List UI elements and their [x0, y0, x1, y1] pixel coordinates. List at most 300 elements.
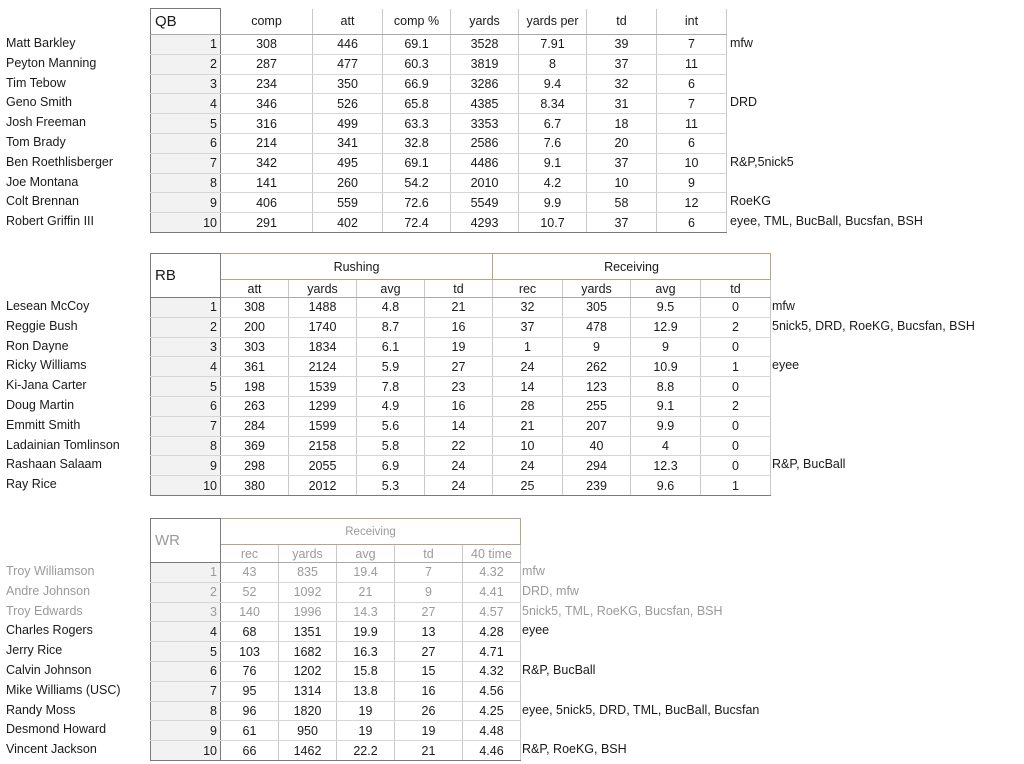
player-name: Tom Brady	[6, 135, 66, 149]
stat-cell: 14	[425, 416, 493, 436]
stat-cell: 11	[657, 114, 727, 134]
stat-cell: 16.3	[337, 642, 395, 662]
stat-cell: 9.4	[519, 74, 587, 94]
player-name: Jerry Rice	[6, 643, 63, 658]
rank-cell: 9	[151, 456, 221, 476]
stat-cell: 1740	[289, 317, 357, 337]
rb-header-row	[151, 280, 771, 298]
column-header: td	[395, 545, 463, 563]
stat-cell: 37	[587, 153, 657, 173]
stat-cell: 2010	[451, 173, 519, 193]
stat-cell: 0	[701, 456, 771, 476]
stat-cell: 9.1	[519, 153, 587, 173]
stat-cell: 6	[657, 74, 727, 94]
rank-cell: 4	[151, 357, 221, 377]
stat-cell: 950	[279, 721, 337, 741]
stat-cell: 6	[657, 213, 727, 233]
stat-cell: 198	[221, 377, 289, 397]
stat-cell: 0	[701, 337, 771, 357]
table-row	[151, 193, 727, 213]
stat-cell: 316	[221, 114, 313, 134]
rank-cell: 7	[151, 153, 221, 173]
stat-cell: 346	[221, 94, 313, 114]
stat-cell: 4.9	[357, 396, 425, 416]
stat-cell: 69.1	[383, 153, 451, 173]
player-name: Peyton Manning	[6, 55, 97, 70]
stat-cell: 123	[563, 377, 631, 397]
stat-cell: 835	[279, 563, 337, 583]
stat-cell: 40	[563, 436, 631, 456]
stat-cell: 0	[701, 416, 771, 436]
column-header: td	[587, 9, 657, 35]
rank-cell: 6	[151, 661, 221, 681]
table-row	[151, 213, 727, 233]
stat-cell: 3353	[451, 114, 519, 134]
stat-cell: 19.4	[337, 563, 395, 583]
rank-cell: 5	[151, 114, 221, 134]
stat-cell: 1202	[279, 661, 337, 681]
table-row	[151, 133, 727, 153]
column-header: att	[313, 9, 383, 35]
table-row	[151, 357, 771, 377]
stat-cell: 18	[587, 114, 657, 134]
stat-cell: 1539	[289, 377, 357, 397]
rank-cell: 5	[151, 377, 221, 397]
stat-cell: 32	[493, 298, 563, 318]
player-name: Doug Martin	[6, 398, 75, 412]
stat-cell: 19	[395, 721, 463, 741]
stat-cell: 3286	[451, 74, 519, 94]
stat-cell: 1	[701, 357, 771, 377]
rank-cell: 3	[151, 602, 221, 622]
rank-cell: 1	[151, 563, 221, 583]
stat-cell: 284	[221, 416, 289, 436]
column-header: avg	[631, 280, 701, 298]
stat-cell: 8.7	[357, 317, 425, 337]
stat-cell: 14	[493, 377, 563, 397]
stat-cell: 2	[701, 396, 771, 416]
rank-cell: 8	[151, 701, 221, 721]
table-row	[151, 54, 727, 74]
stat-cell: 305	[563, 298, 631, 318]
stat-cell: 141	[221, 173, 313, 193]
stat-cell: 4.41	[463, 582, 521, 602]
position-label: RB	[151, 254, 221, 298]
stat-cell: 37	[587, 213, 657, 233]
stat-cell: 27	[425, 357, 493, 377]
stat-cell: 61	[221, 721, 279, 741]
stat-cell: 260	[313, 173, 383, 193]
player-name: Matt Barkley	[6, 36, 76, 50]
stat-cell: 54.2	[383, 173, 451, 193]
stat-cell: 0	[701, 298, 771, 318]
table-row	[151, 602, 521, 622]
player-name: Andre Johnson	[6, 583, 91, 598]
column-header: yards	[289, 280, 357, 298]
stat-cell: 308	[221, 298, 289, 318]
stat-cell: 559	[313, 193, 383, 213]
stat-cell: 1996	[279, 602, 337, 622]
column-header: rec	[221, 545, 279, 563]
stat-cell: 9	[657, 173, 727, 193]
rank-cell: 4	[151, 622, 221, 642]
stat-cell: 7.91	[519, 35, 587, 55]
stat-cell: 3819	[451, 54, 519, 74]
stat-cell: 140	[221, 602, 279, 622]
stat-cell: 341	[313, 133, 383, 153]
stat-cell: 4.8	[357, 298, 425, 318]
stat-cell: 11	[657, 54, 727, 74]
rank-cell: 10	[151, 476, 221, 496]
voter-note: RoeKG	[730, 194, 771, 209]
stat-cell: 2	[701, 317, 771, 337]
column-header: yards	[563, 280, 631, 298]
stat-cell: 21	[425, 298, 493, 318]
stat-cell: 294	[563, 456, 631, 476]
stat-cell: 406	[221, 193, 313, 213]
player-name: Colt Brennan	[6, 194, 79, 209]
stat-cell: 8	[519, 54, 587, 74]
stat-cell: 43	[221, 563, 279, 583]
stat-cell: 1	[493, 337, 563, 357]
player-name: Robert Griffin III	[6, 214, 94, 229]
voter-note: R&P,5nick5	[730, 154, 794, 169]
stat-cell: 13	[395, 622, 463, 642]
stat-cell: 4.32	[463, 661, 521, 681]
stat-cell: 63.3	[383, 114, 451, 134]
stat-cell: 8.34	[519, 94, 587, 114]
voter-note: eyee	[522, 623, 550, 638]
rank-cell: 6	[151, 133, 221, 153]
player-name: Ron Dayne	[6, 338, 69, 353]
stat-cell: 16	[395, 681, 463, 701]
stat-cell: 478	[563, 317, 631, 337]
table-row	[151, 476, 771, 496]
stat-cell: 4.2	[519, 173, 587, 193]
stat-cell: 19	[337, 701, 395, 721]
table-row	[151, 153, 727, 173]
stat-cell: 2124	[289, 357, 357, 377]
table-row	[151, 74, 727, 94]
rank-cell: 10	[151, 213, 221, 233]
voter-note: R&P, RoeKG, BSH	[522, 742, 627, 757]
table-row	[151, 661, 521, 681]
column-header: avg	[357, 280, 425, 298]
stat-cell: 4.71	[463, 642, 521, 662]
stat-cell: 21	[493, 416, 563, 436]
voter-note: R&P, BucBall	[522, 663, 596, 677]
stat-cell: 1314	[279, 681, 337, 701]
stat-cell: 1092	[279, 582, 337, 602]
column-header: 40 time	[463, 545, 521, 563]
stat-cell: 446	[313, 35, 383, 55]
rank-cell: 5	[151, 642, 221, 662]
voter-note: eyee	[772, 358, 800, 373]
stat-cell: 2012	[289, 476, 357, 496]
rank-cell: 1	[151, 35, 221, 55]
table-row	[151, 416, 771, 436]
stat-cell: 19.9	[337, 622, 395, 642]
rank-cell: 1	[151, 298, 221, 318]
stat-cell: 1462	[279, 741, 337, 761]
player-name: Ray Rice	[6, 477, 57, 492]
table-row	[151, 681, 521, 701]
stat-cell: 7	[657, 35, 727, 55]
stat-cell: 1599	[289, 416, 357, 436]
group-header-receiving: Receiving	[221, 519, 521, 545]
voter-note: mfw	[522, 564, 545, 578]
stat-cell: 13.8	[337, 681, 395, 701]
stat-cell: 4293	[451, 213, 519, 233]
stat-cell: 3528	[451, 35, 519, 55]
stat-cell: 9.9	[631, 416, 701, 436]
stat-cell: 6.9	[357, 456, 425, 476]
stat-cell: 103	[221, 642, 279, 662]
stat-cell: 207	[563, 416, 631, 436]
stat-cell: 37	[493, 317, 563, 337]
rank-cell: 4	[151, 94, 221, 114]
stat-cell: 60.3	[383, 54, 451, 74]
stat-cell: 52	[221, 582, 279, 602]
player-name: Lesean McCoy	[6, 299, 90, 313]
table-row	[151, 741, 521, 761]
stat-cell: 234	[221, 74, 313, 94]
stat-cell: 7.6	[519, 133, 587, 153]
stat-cell: 1488	[289, 298, 357, 318]
table-row	[151, 337, 771, 357]
stat-cell: 21	[337, 582, 395, 602]
rank-cell: 2	[151, 54, 221, 74]
rank-cell: 2	[151, 317, 221, 337]
stat-cell: 20	[587, 133, 657, 153]
stat-cell: 23	[425, 377, 493, 397]
table-row	[151, 396, 771, 416]
stat-cell: 4.25	[463, 701, 521, 721]
stat-cell: 6.7	[519, 114, 587, 134]
player-name: Vincent Jackson	[6, 742, 97, 757]
voter-note: R&P, BucBall	[772, 457, 846, 472]
player-name: Joe Montana	[6, 174, 79, 189]
table-row	[151, 563, 521, 583]
stat-cell: 72.6	[383, 193, 451, 213]
table-row	[151, 622, 521, 642]
stat-cell: 2055	[289, 456, 357, 476]
player-name: Reggie Bush	[6, 318, 78, 333]
table-row	[151, 436, 771, 456]
stat-cell: 0	[701, 377, 771, 397]
stat-cell: 12.9	[631, 317, 701, 337]
stat-cell: 9.6	[631, 476, 701, 496]
stat-cell: 24	[425, 456, 493, 476]
stat-cell: 6.1	[357, 337, 425, 357]
stat-cell: 287	[221, 54, 313, 74]
stat-cell: 58	[587, 193, 657, 213]
player-name: Randy Moss	[6, 702, 76, 717]
stat-cell: 4.32	[463, 563, 521, 583]
stat-cell: 6	[657, 133, 727, 153]
qb-table	[150, 8, 727, 233]
wr-table	[150, 518, 521, 761]
stat-cell: 32	[587, 74, 657, 94]
column-header: int	[657, 9, 727, 35]
table-row	[151, 173, 727, 193]
stat-cell: 22	[425, 436, 493, 456]
column-header: yards	[279, 545, 337, 563]
stat-cell: 66	[221, 741, 279, 761]
stat-cell: 5.3	[357, 476, 425, 496]
stat-cell: 12.3	[631, 456, 701, 476]
stat-cell: 66.9	[383, 74, 451, 94]
stat-cell: 4.48	[463, 721, 521, 741]
wr-group-row	[151, 519, 521, 545]
stat-cell: 15.8	[337, 661, 395, 681]
player-name: Troy Edwards	[6, 603, 83, 618]
stat-cell: 499	[313, 114, 383, 134]
stat-cell: 16	[425, 396, 493, 416]
stat-cell: 9.9	[519, 193, 587, 213]
player-name: Rashaan Salaam	[6, 457, 102, 472]
voter-note: 5nick5, DRD, RoeKG, Bucsfan, BSH	[772, 318, 975, 333]
stat-cell: 477	[313, 54, 383, 74]
rb-table	[150, 253, 771, 496]
stat-cell: 200	[221, 317, 289, 337]
stat-cell: 1834	[289, 337, 357, 357]
stat-cell: 5549	[451, 193, 519, 213]
stat-cell: 10	[587, 173, 657, 193]
player-name: Ricky Williams	[6, 358, 87, 373]
rank-cell: 9	[151, 721, 221, 741]
stat-cell: 7.8	[357, 377, 425, 397]
table-row	[151, 94, 727, 114]
rank-cell: 3	[151, 337, 221, 357]
stat-cell: 342	[221, 153, 313, 173]
player-name: Troy Williamson	[6, 564, 95, 578]
stat-cell: 4385	[451, 94, 519, 114]
rank-cell: 9	[151, 193, 221, 213]
voter-note: DRD, mfw	[522, 583, 579, 598]
player-name: Calvin Johnson	[6, 663, 92, 677]
stat-cell: 22.2	[337, 741, 395, 761]
stat-cell: 4.28	[463, 622, 521, 642]
rank-cell: 8	[151, 436, 221, 456]
stat-cell: 495	[313, 153, 383, 173]
player-name: Ladainian Tomlinson	[6, 437, 120, 452]
stat-cell: 291	[221, 213, 313, 233]
player-name: Ki-Jana Carter	[6, 378, 87, 393]
stat-cell: 72.4	[383, 213, 451, 233]
player-name: Josh Freeman	[6, 115, 86, 130]
column-header: rec	[493, 280, 563, 298]
stat-cell: 7	[395, 563, 463, 583]
stat-cell: 10.9	[631, 357, 701, 377]
stat-cell: 5.9	[357, 357, 425, 377]
table-row	[151, 298, 771, 318]
column-header: td	[701, 280, 771, 298]
stat-cell: 24	[425, 476, 493, 496]
stat-cell: 9.1	[631, 396, 701, 416]
rank-cell: 7	[151, 416, 221, 436]
rank-cell: 10	[151, 741, 221, 761]
position-label: QB	[151, 9, 221, 35]
stat-cell: 9	[631, 337, 701, 357]
stat-cell: 10.7	[519, 213, 587, 233]
column-header: td	[425, 280, 493, 298]
stat-cell: 12	[657, 193, 727, 213]
stat-cell: 298	[221, 456, 289, 476]
stat-cell: 65.8	[383, 94, 451, 114]
column-header: comp	[221, 9, 313, 35]
position-label: WR	[151, 519, 221, 563]
stat-cell: 4.56	[463, 681, 521, 701]
stat-cell: 303	[221, 337, 289, 357]
stat-cell: 27	[395, 602, 463, 622]
stat-cell: 1820	[279, 701, 337, 721]
stat-cell: 96	[221, 701, 279, 721]
table-row	[151, 701, 521, 721]
voter-note: mfw	[772, 299, 795, 313]
stat-cell: 95	[221, 681, 279, 701]
table-row	[151, 582, 521, 602]
stat-cell: 255	[563, 396, 631, 416]
stat-cell: 1299	[289, 396, 357, 416]
stat-cell: 4486	[451, 153, 519, 173]
player-name: Desmond Howard	[6, 722, 107, 737]
table-row	[151, 721, 521, 741]
group-header-receiving: Receiving	[493, 254, 771, 280]
stat-cell: 19	[425, 337, 493, 357]
table-row	[151, 317, 771, 337]
stat-cell: 9	[395, 582, 463, 602]
rank-cell: 7	[151, 681, 221, 701]
stat-cell: 4	[631, 436, 701, 456]
stat-cell: 24	[493, 456, 563, 476]
rank-cell: 3	[151, 74, 221, 94]
stat-cell: 526	[313, 94, 383, 114]
stat-cell: 263	[221, 396, 289, 416]
table-row	[151, 642, 521, 662]
stat-cell: 2586	[451, 133, 519, 153]
stat-cell: 0	[701, 436, 771, 456]
stat-cell: 9.5	[631, 298, 701, 318]
stat-cell: 308	[221, 35, 313, 55]
stat-cell: 15	[395, 661, 463, 681]
stat-cell: 262	[563, 357, 631, 377]
voter-note: mfw	[730, 36, 753, 50]
voter-note: DRD	[730, 95, 758, 110]
stat-cell: 2158	[289, 436, 357, 456]
table-row	[151, 377, 771, 397]
stat-cell: 27	[395, 642, 463, 662]
stat-cell: 214	[221, 133, 313, 153]
stat-cell: 4.46	[463, 741, 521, 761]
group-header-rushing: Rushing	[221, 254, 493, 280]
stat-cell: 37	[587, 54, 657, 74]
voter-note: eyee, TML, BucBall, Bucsfan, BSH	[730, 214, 923, 229]
player-name: Emmitt Smith	[6, 417, 81, 432]
stat-cell: 402	[313, 213, 383, 233]
stat-cell: 1682	[279, 642, 337, 662]
table-row	[151, 35, 727, 55]
rank-cell: 6	[151, 396, 221, 416]
player-name: Tim Tebow	[6, 75, 66, 90]
table-row	[151, 456, 771, 476]
stat-cell: 14.3	[337, 602, 395, 622]
stat-cell: 21	[395, 741, 463, 761]
player-name: Mike Williams (USC)	[6, 682, 121, 697]
stat-cell: 361	[221, 357, 289, 377]
stat-cell: 239	[563, 476, 631, 496]
stat-cell: 1351	[279, 622, 337, 642]
